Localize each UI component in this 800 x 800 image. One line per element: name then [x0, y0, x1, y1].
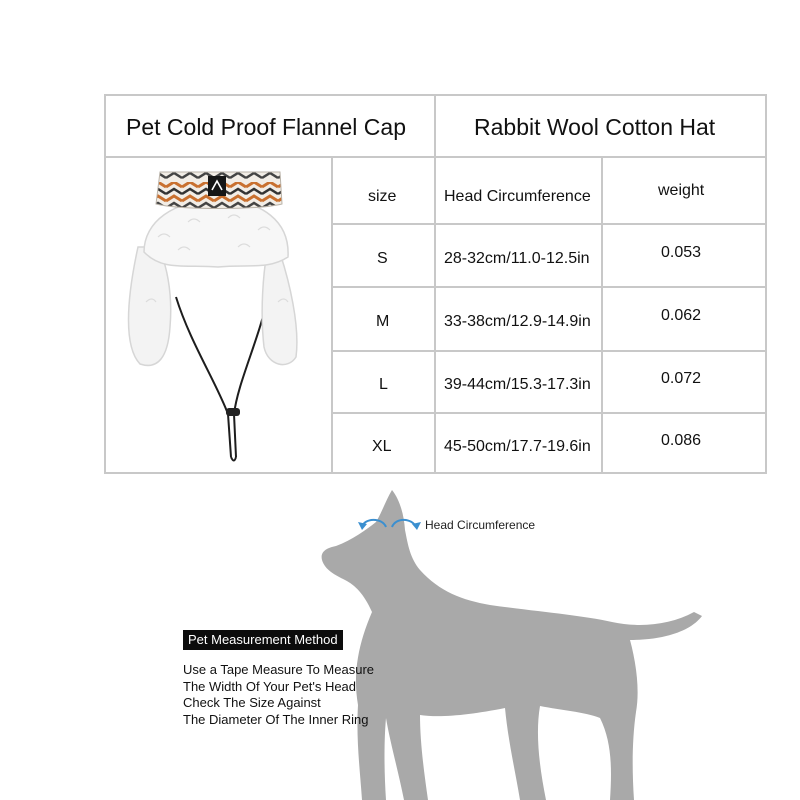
size-cell: L	[379, 376, 388, 393]
table-border-left	[104, 94, 106, 474]
size-cell: M	[376, 313, 390, 330]
hat-product-image	[118, 152, 318, 472]
head-circumference-cell: 33-38cm/12.9-14.9in	[444, 313, 591, 330]
table-title-divider	[434, 94, 436, 158]
column-header-head-circumference: Head Circumference	[444, 188, 591, 205]
column-header-weight: weight	[658, 182, 705, 199]
dog-silhouette	[322, 490, 702, 800]
table-row-divider	[331, 223, 767, 225]
column-header-size: size	[368, 188, 397, 205]
table-border-right	[765, 94, 767, 474]
dog-silhouette-diagram	[0, 480, 800, 800]
head-circumference-cell: 39-44cm/15.3-17.3in	[444, 376, 591, 393]
instruction-line: The Width Of Your Pet's Head	[183, 678, 357, 694]
table-title-left: Pet Cold Proof Flannel Cap	[126, 114, 406, 140]
weight-cell: 0.072	[661, 370, 702, 387]
head-circumference-label: Head Circumference	[425, 518, 536, 532]
head-circumference-cell: 28-32cm/11.0-12.5in	[444, 250, 590, 267]
weight-cell: 0.062	[661, 307, 702, 324]
weight-cell: 0.086	[661, 432, 702, 449]
table-head-divider	[601, 156, 603, 474]
weight-cell: 0.053	[661, 244, 702, 261]
table-title-right: Rabbit Wool Cotton Hat	[474, 114, 716, 140]
table-row-divider	[331, 350, 767, 352]
measurement-instructions	[183, 662, 374, 728]
table-size-divider	[434, 156, 436, 474]
size-cell: XL	[372, 438, 392, 455]
table-row-divider	[331, 286, 767, 288]
instruction-line: The Diameter Of The Inner Ring	[183, 711, 369, 727]
size-cell: S	[377, 250, 388, 267]
instruction-line: Check The Size Against	[183, 695, 321, 710]
table-image-divider	[331, 156, 333, 474]
size-chart-table	[104, 94, 767, 474]
instruction-line: Use a Tape Measure To Measure	[183, 662, 375, 677]
measurement-method-title: Pet Measurement Method	[183, 630, 343, 650]
head-circumference-cell: 45-50cm/17.7-19.6in	[444, 438, 591, 455]
table-row-divider	[331, 412, 767, 414]
